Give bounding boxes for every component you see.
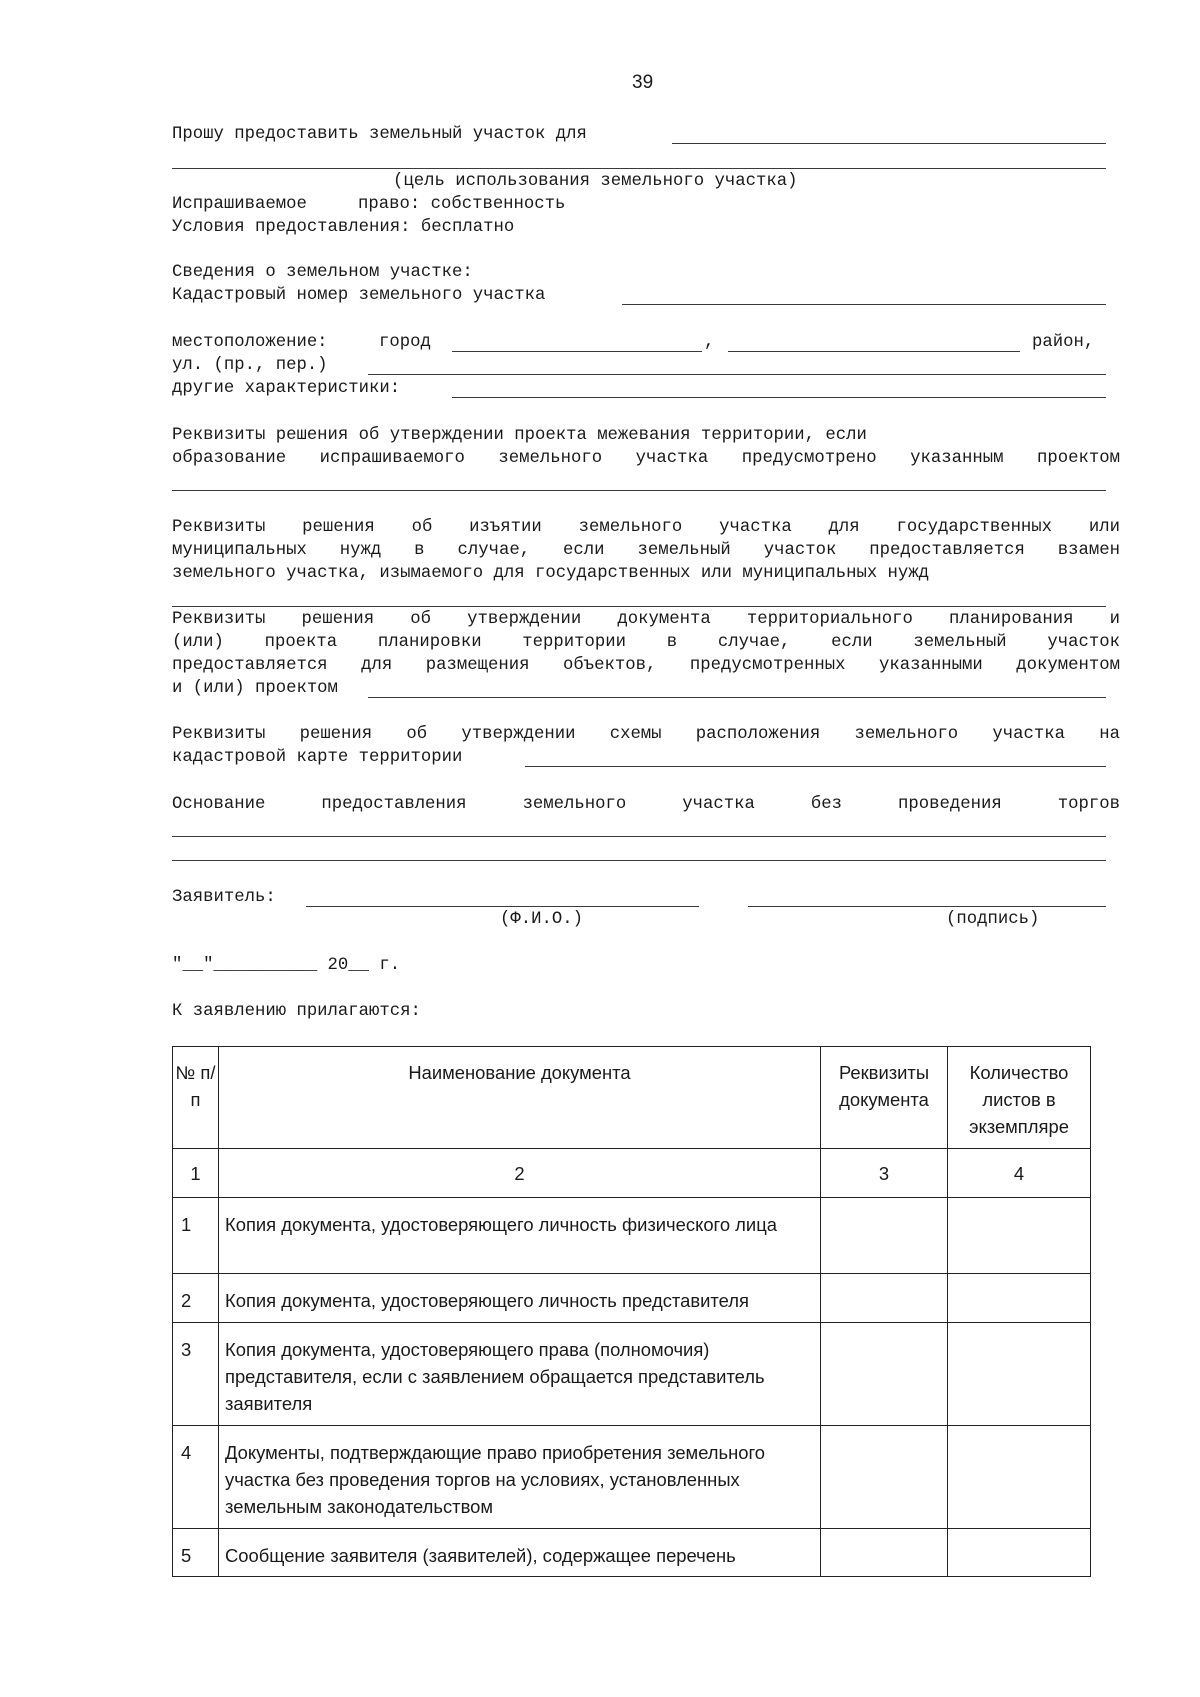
location-label: местоположение: (172, 333, 328, 352)
row-doc-name: Документы, подтверждающие право приобретения земельного участка без проведения торгов на условиях, установленных земельным законодательством (219, 1426, 821, 1529)
row-num: 5 (173, 1529, 219, 1577)
purpose-caption: (цель использования земельного участка) (393, 172, 798, 191)
table-row (173, 1323, 1091, 1426)
row-num: 1 (173, 1198, 219, 1274)
purpose-field[interactable] (672, 143, 1106, 144)
fio-field[interactable] (306, 906, 699, 907)
table-header-row (173, 1047, 1091, 1149)
index-cell: 2 (219, 1149, 821, 1198)
header-sheet-count: Количество листов в экземпляре (948, 1047, 1091, 1149)
district-label: район, (1032, 333, 1095, 352)
request-label: Прошу предоставить земельный участок для (172, 125, 587, 144)
signature-caption: (подпись) (946, 910, 1040, 929)
index-cell: 3 (821, 1149, 948, 1198)
row-doc-name: Копия документа, удостоверяющего личность представителя (219, 1274, 821, 1323)
table-index-row (173, 1149, 1091, 1198)
header-doc-name: Наименование документа (219, 1047, 821, 1149)
district-field[interactable] (728, 351, 1020, 352)
planning-line1: Реквизиты решения об утверждении документа территориального планирования и (172, 610, 1120, 629)
table-row (173, 1529, 1091, 1577)
fio-caption: (Ф.И.О.) (500, 910, 583, 929)
row-details-cell[interactable] (821, 1274, 948, 1323)
table-row (173, 1274, 1091, 1323)
applicant-label: Заявитель: (172, 888, 276, 907)
table-row (173, 1426, 1091, 1529)
date-line: "__"__________ 20__ г. (172, 956, 401, 975)
index-cell: 1 (173, 1149, 219, 1198)
planning-line2: (или) проекта планировки территории в случае, если земельный участок (172, 633, 1120, 652)
row-details-cell[interactable] (821, 1323, 948, 1426)
seizure-line1: Реквизиты решения об изъятии земельного участка для государственных или (172, 518, 1120, 537)
row-details-cell[interactable] (821, 1198, 948, 1274)
row-doc-name: Копия документа, удостоверяющего личность физического лица (219, 1198, 821, 1274)
comma: , (704, 333, 715, 352)
street-field[interactable] (368, 374, 1106, 375)
scheme-field[interactable] (525, 766, 1106, 767)
row-sheet-count-cell[interactable] (948, 1198, 1091, 1274)
signature-field[interactable] (748, 906, 1106, 907)
scheme-line1: Реквизиты решения об утверждении схемы расположения земельного участка на (172, 725, 1120, 744)
planning-line3: предоставляется для размещения объектов, предусмотренных указанными документом (172, 656, 1120, 675)
row-details-cell[interactable] (821, 1529, 948, 1577)
row-doc-name: Сообщение заявителя (заявителей), содержащее перечень (219, 1529, 821, 1577)
row-sheet-count-cell[interactable] (948, 1426, 1091, 1529)
index-cell: 4 (948, 1149, 1091, 1198)
row-num: 4 (173, 1426, 219, 1529)
attachments-heading: К заявлению прилагаются: (172, 1002, 421, 1021)
city-label: город (379, 333, 431, 352)
planning-field[interactable] (368, 697, 1106, 698)
seizure-line3: земельного участка, изымаемого для государственных или муниципальных нужд (172, 564, 930, 583)
planning-line4: и (или) проектом (172, 679, 338, 698)
right-label: Испрашиваемое (172, 195, 307, 214)
cadastral-label: Кадастровый номер земельного участка (172, 286, 546, 305)
survey-project-line2: образование испрашиваемого земельного участка предусмотрено указанным проектом (172, 449, 1120, 468)
seizure-field[interactable] (172, 606, 1106, 607)
header-num: № п/п (173, 1047, 219, 1149)
attachments-table (172, 1046, 1091, 1577)
cadastral-field[interactable] (622, 304, 1106, 305)
street-label: ул. (пр., пер.) (172, 356, 328, 375)
basis-line: Основание предоставления земельного участка без проведения торгов (172, 795, 1120, 814)
page-number: 39 (632, 72, 654, 93)
scheme-line2: кадастровой карте территории (172, 748, 463, 767)
plot-info-heading: Сведения о земельном участке: (172, 263, 473, 282)
header-details: Реквизиты документа (821, 1047, 948, 1149)
other-field[interactable] (452, 397, 1106, 398)
survey-project-field[interactable] (172, 490, 1106, 491)
basis-field-2[interactable] (172, 860, 1106, 861)
row-num: 3 (173, 1323, 219, 1426)
table-row (173, 1198, 1091, 1274)
row-num: 2 (173, 1274, 219, 1323)
row-sheet-count-cell[interactable] (948, 1529, 1091, 1577)
right-value: право: собственность (358, 195, 566, 214)
conditions: Условия предоставления: бесплатно (172, 218, 515, 237)
basis-field-1[interactable] (172, 836, 1106, 837)
row-sheet-count-cell[interactable] (948, 1274, 1091, 1323)
other-label: другие характеристики: (172, 379, 401, 398)
seizure-line2: муниципальных нужд в случае, если земельный участок предоставляется взамен (172, 541, 1120, 560)
purpose-field-cont[interactable] (172, 168, 1106, 169)
city-field[interactable] (452, 351, 702, 352)
row-details-cell[interactable] (821, 1426, 948, 1529)
row-doc-name: Копия документа, удостоверяющего права (полномочия) представителя, если с заявлением обращается представитель заявителя (219, 1323, 821, 1426)
survey-project-line1: Реквизиты решения об утверждении проекта межевания территории, если (172, 426, 867, 445)
row-sheet-count-cell[interactable] (948, 1323, 1091, 1426)
